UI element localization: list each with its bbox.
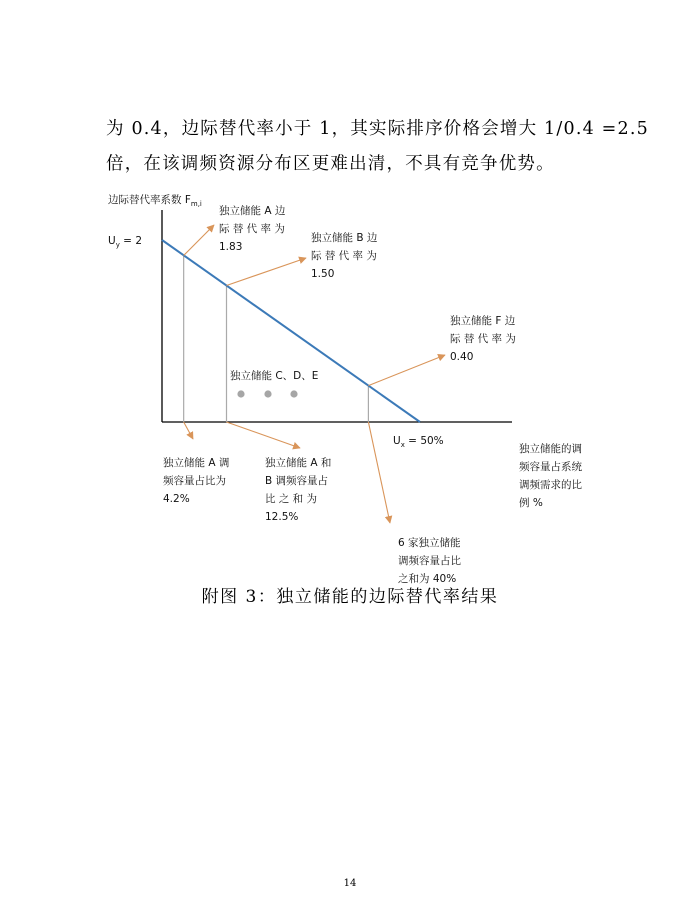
page-number: 14	[343, 878, 357, 889]
svg-text:比 之 和 为: 比 之 和 为	[265, 493, 318, 505]
ellipsis-dot-3	[290, 390, 297, 397]
svg-text:独立储能 A 边: 独立储能 A 边	[219, 205, 286, 217]
y-axis-label	[108, 193, 202, 208]
paragraph-line-2: 倍，在该调频资源分布区更难出清，不具有竞争优势。	[106, 154, 555, 174]
svg-text:4.2%: 4.2%	[163, 493, 190, 505]
figure-caption: 附图 3：独立储能的边际替代率结果	[201, 587, 499, 607]
paragraph-line-1: 为 0.4，边际替代率小于 1，其实际排序价格会增大 1/0.4 =2.5	[106, 119, 649, 139]
arrow-a-ratio	[184, 225, 214, 255]
ellipsis-dot-2	[264, 390, 271, 397]
svg-text:际 替 代 率 为: 际 替 代 率 为	[450, 333, 516, 345]
svg-text:独立储能 A 调: 独立储能 A 调	[163, 457, 230, 469]
arrow-a-share	[184, 422, 193, 439]
svg-text:之和为 40%: 之和为 40%	[398, 573, 457, 585]
y-axis-label-subscript: m,i	[190, 200, 202, 208]
svg-text:频容量占系统: 频容量占系统	[519, 461, 582, 473]
svg-text:独立储能 F 边: 独立储能 F 边	[450, 315, 516, 327]
y-intercept-label: $U_y = 2$	[108, 235, 142, 249]
x-intercept-label: $U_x = 50\%$	[393, 435, 444, 449]
svg-text:例 %: 例 %	[519, 497, 543, 509]
svg-text:0.40: 0.40	[450, 351, 474, 363]
arrow-b-ratio	[227, 258, 307, 286]
svg-text:6 家独立储能: 6 家独立储能	[398, 537, 461, 549]
x-axis-label	[519, 442, 582, 509]
svg-text:频容量占比为: 频容量占比为	[163, 475, 226, 487]
annotation-a-ratio	[219, 204, 286, 253]
svg-text:际 替 代 率 为: 际 替 代 率 为	[311, 250, 377, 262]
svg-text:B 调频容量占: B 调频容量占	[265, 475, 329, 487]
svg-text:际 替 代 率 为: 际 替 代 率 为	[219, 223, 285, 235]
svg-text:12.5%: 12.5%	[265, 511, 299, 523]
y-axis-label-main: 边际替代率系数 F	[108, 194, 191, 206]
svg-text:1.83: 1.83	[219, 241, 243, 253]
svg-text:1.50: 1.50	[311, 268, 335, 280]
svg-text:独立储能 B 边: 独立储能 B 边	[311, 232, 378, 244]
svg-text:独立储能 A 和: 独立储能 A 和	[265, 457, 332, 469]
annotation-f-ratio	[450, 314, 516, 363]
svg-text:调频需求的比: 调频需求的比	[519, 479, 582, 491]
annotation-ab-share	[265, 456, 331, 523]
arrow-six-share	[368, 422, 390, 523]
annotation-b-ratio	[311, 231, 378, 280]
ellipsis-dot-1	[237, 390, 244, 397]
svg-text:调频容量占比: 调频容量占比	[398, 555, 461, 567]
arrow-ab-share	[227, 422, 301, 448]
arrow-f-ratio	[368, 355, 445, 386]
svg-text:独立储能的调: 独立储能的调	[519, 443, 582, 455]
annotation-cde: 独立储能 C、D、E	[230, 370, 319, 382]
annotation-six-share	[398, 536, 461, 585]
annotation-a-share	[163, 456, 229, 505]
